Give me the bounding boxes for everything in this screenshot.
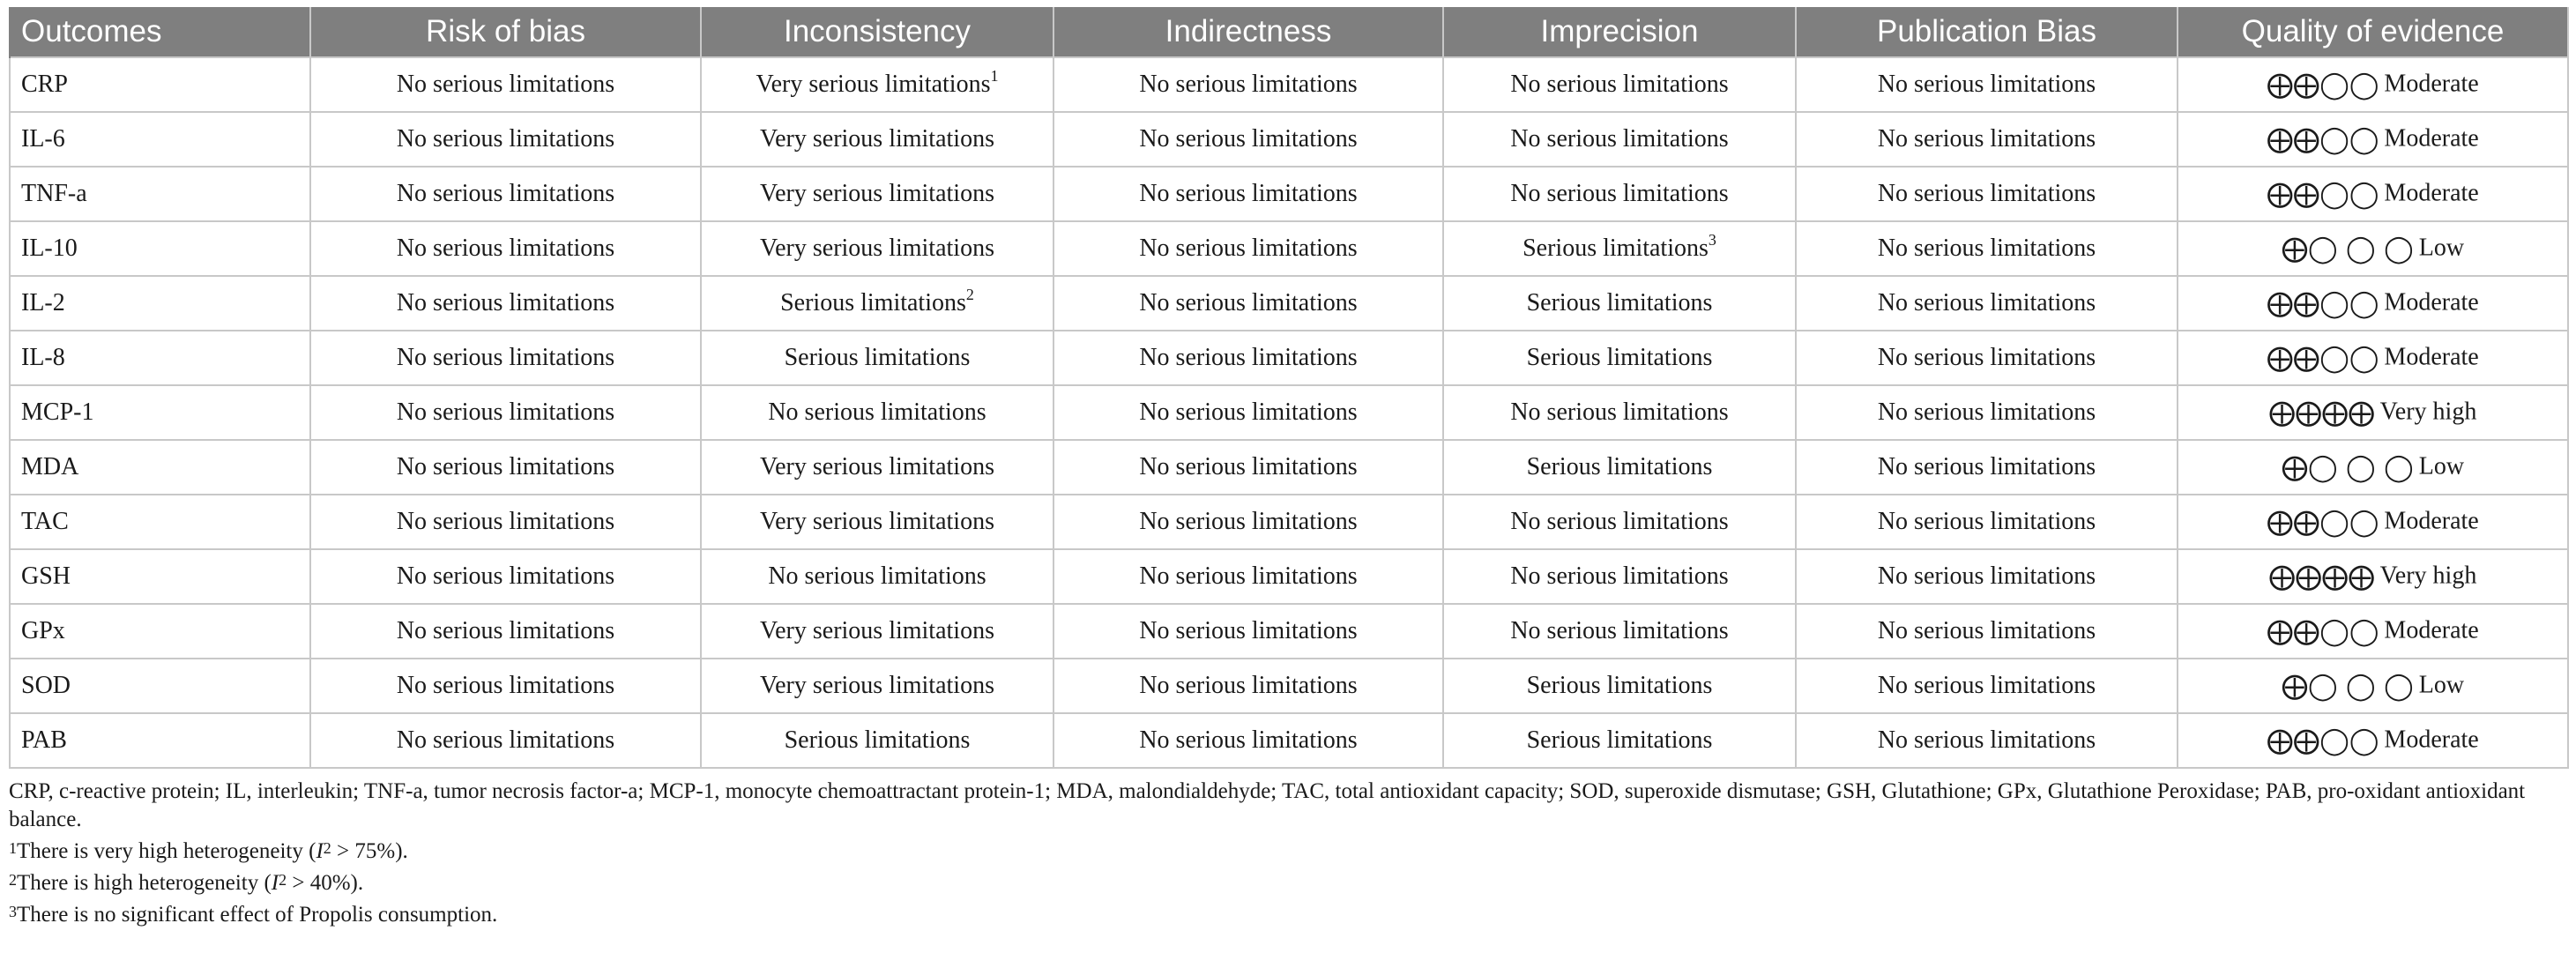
- cell-indirectness: [1053, 331, 1443, 385]
- footnote-number: 1: [9, 839, 17, 857]
- footnote-exponent: 2: [323, 839, 331, 857]
- cell-outcome: [10, 112, 310, 167]
- footnote-exponent: 2: [279, 871, 287, 889]
- cell-indirectness: [1053, 167, 1443, 221]
- cell-indirectness: [1053, 440, 1443, 495]
- quality-rating-symbols: ⨁⨁◯◯: [2267, 725, 2379, 756]
- cell-imprecision: [1443, 659, 1796, 713]
- outcome-text: CRP: [21, 71, 68, 98]
- quality-label: Moderate: [2384, 71, 2479, 99]
- header-outcomes: Outcomes: [10, 7, 310, 57]
- cell-outcome: [10, 440, 310, 495]
- cell-outcome: [10, 385, 310, 440]
- imprecision-text: Serious limitations: [1526, 289, 1713, 316]
- cell-risk-of-bias: [310, 604, 701, 659]
- imprecision-text: Serious limitations: [1523, 235, 1709, 262]
- imprecision-text: No serious limitations: [1510, 398, 1729, 426]
- cell-outcome: [10, 549, 310, 604]
- table-row: [10, 659, 2568, 713]
- footnote-list: [9, 838, 2567, 929]
- cell-indirectness: [1053, 659, 1443, 713]
- quality-rating-symbols: ⨁⨁◯◯: [2267, 178, 2379, 210]
- quality-rating-symbols: ⨁⨁◯◯: [2267, 123, 2379, 155]
- publication-text: No serious limitations: [1877, 398, 2096, 426]
- cell-inconsistency: [701, 331, 1053, 385]
- cell-quality-of-evidence: [2178, 112, 2568, 167]
- risk-text: No serious limitations: [396, 398, 615, 426]
- cell-outcome: [10, 221, 310, 276]
- risk-text: No serious limitations: [396, 617, 615, 644]
- indirectness-text: No serious limitations: [1139, 180, 1358, 207]
- cell-publication-bias: [1796, 713, 2178, 768]
- publication-text: No serious limitations: [1877, 235, 2096, 262]
- quality-label: Moderate: [2384, 289, 2479, 317]
- inconsistency-text: Serious limitations: [784, 726, 971, 754]
- cell-quality-of-evidence: [2178, 604, 2568, 659]
- risk-text: No serious limitations: [396, 562, 615, 590]
- outcome-text: GPx: [21, 617, 65, 644]
- cell-risk-of-bias: [310, 276, 701, 331]
- cell-indirectness: [1053, 604, 1443, 659]
- cell-quality-of-evidence: [2178, 221, 2568, 276]
- outcome-text: MDA: [21, 453, 79, 480]
- outcome-text: IL-8: [21, 344, 65, 371]
- quality-rating-symbols: ⨁⨁⨁⨁: [2268, 397, 2375, 428]
- footnote-3: [9, 901, 2567, 929]
- outcome-text: SOD: [21, 672, 71, 699]
- cell-indirectness: [1053, 385, 1443, 440]
- cell-indirectness: [1053, 57, 1443, 112]
- header-indirectness: Indirectness: [1053, 7, 1443, 57]
- grade-evidence-table: [9, 7, 2569, 769]
- cell-imprecision: [1443, 440, 1796, 495]
- cell-risk-of-bias: [310, 549, 701, 604]
- cell-indirectness: [1053, 276, 1443, 331]
- quality-label: Moderate: [2384, 125, 2479, 153]
- table-footnotes: [9, 778, 2567, 929]
- indirectness-text: No serious limitations: [1139, 289, 1358, 316]
- cell-indirectness: [1053, 713, 1443, 768]
- cell-outcome: [10, 57, 310, 112]
- outcome-text: PAB: [21, 726, 67, 754]
- indirectness-text: No serious limitations: [1139, 235, 1358, 262]
- cell-quality-of-evidence: [2178, 331, 2568, 385]
- grade-evidence-table-container: [9, 7, 2567, 933]
- footnote-variable: I: [316, 839, 324, 863]
- inconsistency-text: Very serious limitations: [760, 453, 994, 480]
- indirectness-text: No serious limitations: [1139, 398, 1358, 426]
- outcome-text: GSH: [21, 562, 71, 590]
- table-row: [10, 167, 2568, 221]
- cell-risk-of-bias: [310, 659, 701, 713]
- cell-quality-of-evidence: [2178, 495, 2568, 549]
- cell-risk-of-bias: [310, 57, 701, 112]
- cell-inconsistency: [701, 713, 1053, 768]
- imprecision-text: No serious limitations: [1510, 562, 1729, 590]
- cell-imprecision: [1443, 331, 1796, 385]
- publication-text: No serious limitations: [1877, 453, 2096, 480]
- header-inconsistency: Inconsistency: [701, 7, 1053, 57]
- cell-inconsistency: [701, 659, 1053, 713]
- cell-publication-bias: [1796, 276, 2178, 331]
- quality-label: Low: [2418, 672, 2465, 700]
- cell-outcome: [10, 659, 310, 713]
- cell-outcome: [10, 713, 310, 768]
- footnote-text: There is very high heterogeneity (: [17, 839, 316, 863]
- cell-quality-of-evidence: [2178, 276, 2568, 331]
- table-row: [10, 57, 2568, 112]
- table-row: [10, 221, 2568, 276]
- indirectness-text: No serious limitations: [1139, 344, 1358, 371]
- table-row: [10, 112, 2568, 167]
- risk-text: No serious limitations: [396, 125, 615, 153]
- cell-quality-of-evidence: [2178, 57, 2568, 112]
- cell-indirectness: [1053, 221, 1443, 276]
- inconsistency-text: Very serious limitations: [760, 508, 994, 535]
- cell-indirectness: [1053, 495, 1443, 549]
- risk-text: No serious limitations: [396, 672, 615, 699]
- inconsistency-text: Very serious limitations: [756, 71, 991, 98]
- quality-rating-symbols: ⨁⨁◯◯: [2267, 287, 2379, 319]
- cell-risk-of-bias: [310, 331, 701, 385]
- indirectness-text: No serious limitations: [1139, 453, 1358, 480]
- indirectness-text: No serious limitations: [1139, 71, 1358, 98]
- footnote-text: There is high heterogeneity (: [17, 871, 272, 895]
- table-row: [10, 604, 2568, 659]
- risk-text: No serious limitations: [396, 508, 615, 535]
- indirectness-text: No serious limitations: [1139, 125, 1358, 153]
- table-row: [10, 440, 2568, 495]
- cell-inconsistency: [701, 495, 1053, 549]
- cell-imprecision: [1443, 57, 1796, 112]
- cell-publication-bias: [1796, 659, 2178, 713]
- indirectness-text: No serious limitations: [1139, 672, 1358, 699]
- risk-text: No serious limitations: [396, 235, 615, 262]
- cell-publication-bias: [1796, 221, 2178, 276]
- quality-label: Moderate: [2384, 180, 2479, 208]
- header-publication-bias: Publication Bias: [1796, 7, 2178, 57]
- publication-text: No serious limitations: [1877, 562, 2096, 590]
- quality-label: Moderate: [2384, 726, 2479, 755]
- imprecision-text: Serious limitations: [1526, 726, 1713, 754]
- quality-rating-symbols: ⨁⨁◯◯: [2267, 342, 2379, 374]
- footnote-variable: I: [271, 871, 279, 895]
- publication-text: No serious limitations: [1877, 71, 2096, 98]
- cell-outcome: [10, 331, 310, 385]
- cell-risk-of-bias: [310, 495, 701, 549]
- cell-risk-of-bias: [310, 713, 701, 768]
- cell-publication-bias: [1796, 440, 2178, 495]
- cell-inconsistency: [701, 57, 1053, 112]
- cell-risk-of-bias: [310, 385, 701, 440]
- inconsistency-text: Very serious limitations: [760, 235, 994, 262]
- cell-inconsistency: [701, 221, 1053, 276]
- quality-rating-symbols: ⨁◯ ◯ ◯: [2281, 233, 2414, 264]
- inconsistency-text: Serious limitations: [784, 344, 971, 371]
- inconsistency-text: Very serious limitations: [760, 125, 994, 153]
- risk-text: No serious limitations: [396, 344, 615, 371]
- cell-quality-of-evidence: [2178, 549, 2568, 604]
- cell-inconsistency: [701, 549, 1053, 604]
- cell-quality-of-evidence: [2178, 385, 2568, 440]
- quality-label: Very high: [2379, 562, 2477, 591]
- header-row: [10, 7, 2568, 57]
- publication-text: No serious limitations: [1877, 180, 2096, 207]
- publication-text: No serious limitations: [1877, 125, 2096, 153]
- outcome-text: MCP-1: [21, 398, 94, 426]
- cell-publication-bias: [1796, 331, 2178, 385]
- risk-text: No serious limitations: [396, 71, 615, 98]
- footnote-marker: 3: [1708, 231, 1716, 249]
- footnote-number: 3: [9, 903, 17, 920]
- table-row: [10, 385, 2568, 440]
- table-body: [10, 57, 2568, 768]
- publication-text: No serious limitations: [1877, 344, 2096, 371]
- cell-quality-of-evidence: [2178, 713, 2568, 768]
- footnote-1: [9, 838, 2567, 866]
- indirectness-text: No serious limitations: [1139, 726, 1358, 754]
- table-row: [10, 549, 2568, 604]
- imprecision-text: No serious limitations: [1510, 125, 1729, 153]
- cell-imprecision: [1443, 549, 1796, 604]
- risk-text: No serious limitations: [396, 180, 615, 207]
- cell-publication-bias: [1796, 57, 2178, 112]
- cell-publication-bias: [1796, 112, 2178, 167]
- quality-rating-symbols: ⨁⨁⨁⨁: [2268, 561, 2375, 592]
- imprecision-text: Serious limitations: [1526, 344, 1713, 371]
- outcome-text: TNF-a: [21, 180, 87, 207]
- cell-quality-of-evidence: [2178, 440, 2568, 495]
- footnote-text-end: > 75%).: [331, 839, 408, 863]
- header-quality-of-evidence: Quality of evidence: [2178, 7, 2568, 57]
- cell-imprecision: [1443, 604, 1796, 659]
- footnote-marker: 1: [990, 67, 999, 85]
- cell-risk-of-bias: [310, 112, 701, 167]
- indirectness-text: No serious limitations: [1139, 617, 1358, 644]
- cell-risk-of-bias: [310, 221, 701, 276]
- footnote-marker: 2: [965, 286, 974, 303]
- cell-inconsistency: [701, 276, 1053, 331]
- cell-inconsistency: [701, 440, 1053, 495]
- cell-indirectness: [1053, 112, 1443, 167]
- cell-outcome: [10, 495, 310, 549]
- abbreviations-note: CRP, c-reactive protein; IL, interleukin; TNF-a, tumor necrosis factor-a; MCP-1, monocyte chemoattractant protein-1; MDA, malondialdehyde; TAC, total antioxidant capacity; SOD, superoxide dismutase; GSH, Glutathione; GPx, Glutathione Peroxidase; PAB, pro-oxidant antioxidant balance.: [9, 779, 2526, 831]
- cell-publication-bias: [1796, 495, 2178, 549]
- publication-text: No serious limitations: [1877, 508, 2096, 535]
- cell-inconsistency: [701, 167, 1053, 221]
- publication-text: No serious limitations: [1877, 672, 2096, 699]
- cell-risk-of-bias: [310, 440, 701, 495]
- cell-quality-of-evidence: [2178, 167, 2568, 221]
- cell-imprecision: [1443, 112, 1796, 167]
- quality-label: Very high: [2379, 398, 2477, 427]
- imprecision-text: No serious limitations: [1510, 180, 1729, 207]
- quality-rating-symbols: ⨁◯ ◯ ◯: [2281, 670, 2414, 702]
- indirectness-text: No serious limitations: [1139, 562, 1358, 590]
- quality-rating-symbols: ⨁⨁◯◯: [2267, 506, 2379, 538]
- inconsistency-text: Very serious limitations: [760, 180, 994, 207]
- quality-rating-symbols: ⨁⨁◯◯: [2267, 615, 2379, 647]
- header-imprecision: Imprecision: [1443, 7, 1796, 57]
- publication-text: No serious limitations: [1877, 617, 2096, 644]
- inconsistency-text: Very serious limitations: [760, 617, 994, 644]
- indirectness-text: No serious limitations: [1139, 508, 1358, 535]
- outcome-text: IL-2: [21, 289, 65, 316]
- cell-imprecision: [1443, 221, 1796, 276]
- risk-text: No serious limitations: [396, 726, 615, 754]
- cell-inconsistency: [701, 385, 1053, 440]
- cell-imprecision: [1443, 495, 1796, 549]
- cell-indirectness: [1053, 549, 1443, 604]
- quality-label: Low: [2418, 453, 2465, 481]
- imprecision-text: Serious limitations: [1526, 453, 1713, 480]
- risk-text: No serious limitations: [396, 289, 615, 316]
- footnote-text-end: > 40%).: [287, 871, 364, 895]
- cell-outcome: [10, 604, 310, 659]
- imprecision-text: Serious limitations: [1526, 672, 1713, 699]
- table-row: [10, 331, 2568, 385]
- footnote-number: 2: [9, 871, 17, 889]
- cell-imprecision: [1443, 276, 1796, 331]
- table-row: [10, 713, 2568, 768]
- cell-publication-bias: [1796, 385, 2178, 440]
- inconsistency-text: No serious limitations: [768, 398, 986, 426]
- cell-outcome: [10, 276, 310, 331]
- cell-imprecision: [1443, 385, 1796, 440]
- cell-imprecision: [1443, 167, 1796, 221]
- cell-publication-bias: [1796, 549, 2178, 604]
- quality-label: Moderate: [2384, 344, 2479, 372]
- table-row: [10, 276, 2568, 331]
- footnote-text: There is no significant effect of Propolis consumption.: [17, 903, 498, 927]
- quality-rating-symbols: ⨁⨁◯◯: [2267, 69, 2379, 101]
- imprecision-text: No serious limitations: [1510, 508, 1729, 535]
- inconsistency-text: No serious limitations: [768, 562, 986, 590]
- quality-label: Low: [2418, 235, 2465, 263]
- publication-text: No serious limitations: [1877, 726, 2096, 754]
- inconsistency-text: Serious limitations: [780, 289, 966, 316]
- imprecision-text: No serious limitations: [1510, 71, 1729, 98]
- cell-inconsistency: [701, 604, 1053, 659]
- cell-outcome: [10, 167, 310, 221]
- risk-text: No serious limitations: [396, 453, 615, 480]
- publication-text: No serious limitations: [1877, 289, 2096, 316]
- quality-label: Moderate: [2384, 508, 2479, 536]
- quality-rating-symbols: ⨁◯ ◯ ◯: [2281, 451, 2414, 483]
- outcome-text: TAC: [21, 508, 69, 535]
- cell-imprecision: [1443, 713, 1796, 768]
- imprecision-text: No serious limitations: [1510, 617, 1729, 644]
- cell-publication-bias: [1796, 167, 2178, 221]
- outcome-text: IL-6: [21, 125, 65, 153]
- cell-quality-of-evidence: [2178, 659, 2568, 713]
- footnote-2: [9, 869, 2567, 897]
- cell-inconsistency: [701, 112, 1053, 167]
- quality-label: Moderate: [2384, 617, 2479, 645]
- cell-publication-bias: [1796, 604, 2178, 659]
- header-risk-of-bias: Risk of bias: [310, 7, 701, 57]
- cell-risk-of-bias: [310, 167, 701, 221]
- inconsistency-text: Very serious limitations: [760, 672, 994, 699]
- outcome-text: IL-10: [21, 235, 78, 262]
- table-row: [10, 495, 2568, 549]
